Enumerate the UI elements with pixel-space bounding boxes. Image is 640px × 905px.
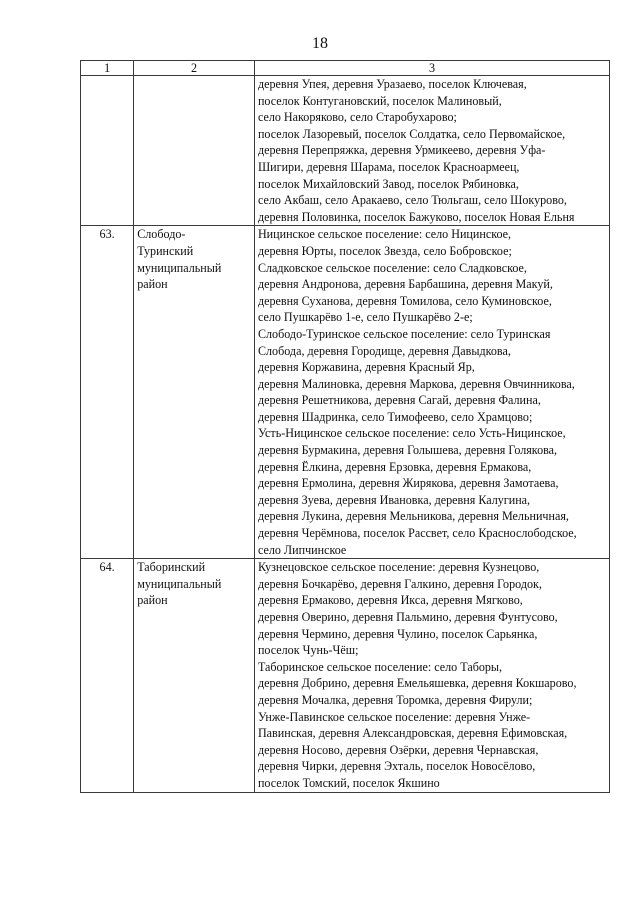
settlements-line: деревня Бочкарёво, деревня Галкино, деревня Городок, (257, 576, 542, 591)
settlements-line: деревня Юрты, поселок Звезда, село Бобровское; (257, 243, 512, 258)
settlements-line: деревня Носово, деревня Озёрки, деревня Чернавская, (257, 742, 539, 757)
settlements-line: деревня Зуева, деревня Ивановка, деревня Калугина, (257, 492, 531, 507)
district-name-line: муниципальный (137, 576, 222, 591)
settlements-line: деревня Бурмакина, деревня Голышева, деревня Голякова, (257, 443, 558, 458)
settlements-line: поселок Лазоревый, поселок Солдатка, село Первомайское, (257, 126, 566, 141)
settlements-line: деревня Оверино, деревня Пальмино, деревня Фунтусово, (257, 610, 558, 624)
settlements-line: Усть-Ницинское сельское поселение: село Усть-Ницинское, (257, 426, 566, 441)
settlements-line: деревня Перепряжка, деревня Урмикеево, деревня Уфа- (257, 143, 546, 158)
settlements-line: село Накоряково, село Старобухарово; (257, 110, 457, 125)
settlements-cell (254, 559, 609, 792)
settlements-line: деревня Ёлкина, деревня Ерзовка, деревня Ермакова, (257, 459, 532, 474)
settlements-line: село Акбаш, село Аракаево, село Тюльгаш, село Шокурово, (257, 193, 567, 208)
page-number: 18 (312, 35, 328, 52)
settlements-cell (254, 76, 609, 226)
settlements-line: деревня Добрино, деревня Емельяшевка, деревня Кокшарово, (257, 676, 577, 691)
settlements-line: деревня Ермолина, деревня Жирякова, деревня Замотаева, (257, 476, 559, 491)
table-row (81, 559, 610, 792)
settlements-line: деревня Лукина, деревня Мельникова, деревня Мельничная, (257, 509, 569, 524)
district-name-line: район (137, 593, 168, 608)
column-header-district: 2 (134, 61, 255, 76)
table-row (81, 226, 610, 559)
district-name-line: муниципальный (137, 260, 222, 275)
settlements-line: деревня Малиновка, деревня Маркова, деревня Овчинникова, (257, 376, 575, 391)
column-header-number: 1 (81, 61, 134, 76)
settlements-table (80, 60, 610, 793)
settlements-line: деревня Черёмнова, поселок Рассвет, село Краснослободское, (257, 526, 577, 541)
district-cell (134, 226, 255, 559)
settlements-cell (254, 226, 609, 559)
settlements-line: деревня Чирки, деревня Эхталь, поселок Новосёлово, (257, 759, 536, 774)
row-number-cell: 64. (81, 559, 134, 792)
table-header-row (81, 61, 610, 76)
district-name-line: Туринский (137, 243, 194, 258)
settlements-line: деревня Суханова, деревня Томилова, село Куминовское, (257, 293, 552, 308)
settlements-line: деревня Шадринка, село Тимофеево, село Храмцово; (257, 409, 533, 424)
settlements-line: деревня Упея, деревня Уразаево, поселок Ключевая, (257, 77, 527, 91)
settlements-line: Павинская, деревня Александровская, деревня Ефимовская, (257, 726, 568, 741)
settlements-line: поселок Чунь-Чёш; (257, 643, 359, 658)
settlements-line: поселок Контугановский, поселок Малиновый, (257, 93, 502, 108)
settlements-line: Шигири, деревня Шарама, поселок Красноармеец, (257, 159, 520, 174)
settlements-line: деревня Мочалка, деревня Торомка, деревня Фирули; (257, 692, 533, 707)
column-header-settlements: 3 (254, 61, 609, 76)
row-number-cell: 63. (81, 226, 134, 559)
district-name-line: район (137, 277, 168, 292)
settlements-line: село Пушкарёво 1-е, село Пушкарёво 2-е; (257, 310, 473, 325)
settlements-line: село Липчинское (257, 542, 347, 557)
table-row (81, 76, 610, 226)
settlements-line: поселок Томский, поселок Якшино (257, 775, 440, 790)
district-cell (134, 76, 255, 226)
district-name-line: Слободо- (137, 227, 186, 242)
settlements-line: деревня Половинка, поселок Бажуково, поселок Новая Ельня (257, 209, 575, 224)
settlements-line: Слобода, деревня Городище, деревня Давыдкова, (257, 343, 511, 358)
row-number-cell (81, 76, 134, 226)
settlements-line: деревня Чермино, деревня Чулино, поселок Сарьянка, (257, 626, 538, 641)
settlements-line: Кузнецовское сельское поселение: деревня Кузнецово, (257, 560, 540, 575)
settlements-line: деревня Решетникова, деревня Сагай, деревня Фалина, (257, 393, 541, 408)
settlements-line: деревня Коржавина, деревня Красный Яр, (257, 360, 475, 375)
settlements-line: деревня Ермаково, деревня Икса, деревня Мягково, (257, 593, 523, 608)
settlements-line: Таборинское сельское поселение: село Таборы, (257, 659, 503, 674)
settlements-line: Унже-Павинское сельское поселение: деревня Унже- (257, 709, 531, 724)
district-cell (134, 559, 255, 792)
district-name-line: Таборинский (137, 560, 206, 575)
settlements-line: деревня Андронова, деревня Барбашина, деревня Макуй, (257, 277, 553, 292)
settlements-line: поселок Михайловский Завод, поселок Рябиновка, (257, 176, 519, 191)
table-body (81, 76, 610, 793)
settlements-line: Сладковское сельское поселение: село Сладковское, (257, 260, 527, 275)
settlements-line: Слободо-Туринское сельское поселение: село Туринская (257, 326, 551, 341)
settlements-line: Ницинское сельское поселение: село Ницинское, (257, 227, 512, 242)
